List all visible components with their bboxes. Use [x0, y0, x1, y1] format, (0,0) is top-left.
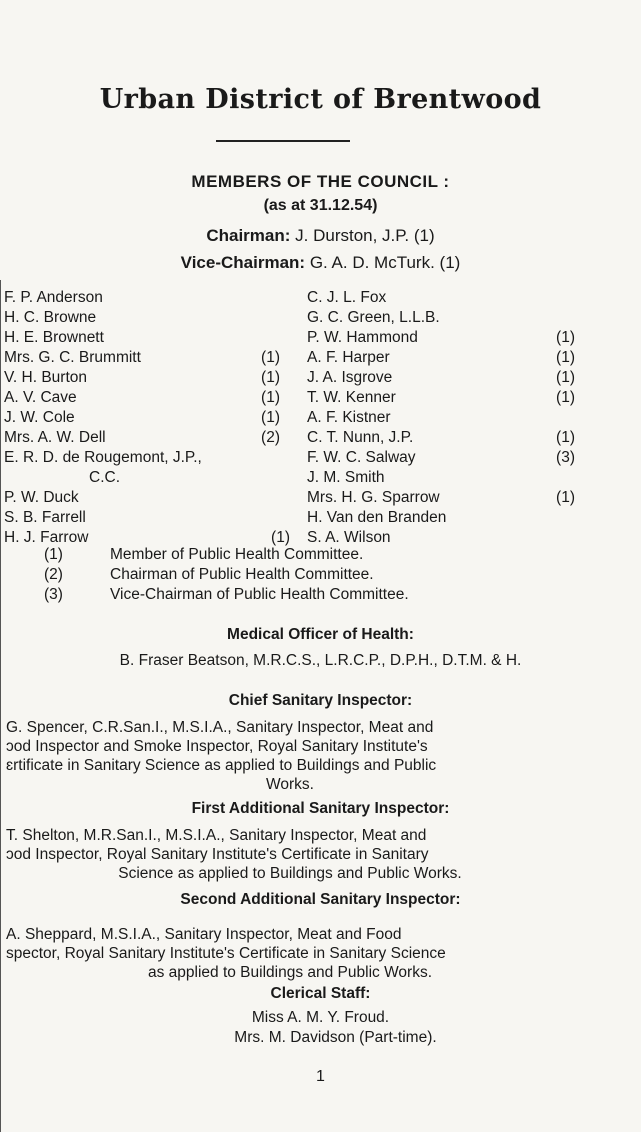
list-item: S. A. Wilson	[307, 529, 391, 546]
committee-mark: (1)	[556, 429, 575, 446]
members-heading: MEMBERS OF THE COUNCIL :	[191, 172, 450, 191]
committee-mark: (1)	[556, 489, 575, 506]
list-item: A. F. Harper	[307, 349, 390, 366]
committee-mark: (1)	[556, 349, 575, 366]
list-item: H. E. Brownett	[4, 329, 104, 346]
committee-mark	[240, 308, 280, 328]
text-line: T. Shelton, M.R.San.I., M.S.I.A., Sanitary Inspector, Meat and	[6, 827, 427, 844]
list-item: J. M. Smith	[307, 469, 385, 486]
page-title: Urban District of Brentwood	[99, 84, 542, 115]
committee-mark: (2)	[261, 429, 280, 446]
moh-text: B. Fraser Beatson, M.R.C.S., L.R.C.P., D.P.H., D.T.M. & H.	[119, 652, 522, 669]
footnote	[44, 545, 409, 565]
committee-mark	[240, 508, 280, 528]
committee-mark: (1)	[556, 389, 575, 406]
text-line: spector, Royal Sanitary Institute's Certificate in Sanitary Science	[6, 945, 446, 962]
page-edge-line	[0, 280, 1, 1132]
text-line: ɔod Inspector and Smoke Inspector, Royal Sanitary Institute's	[6, 738, 428, 755]
list-item: P. W. Hammond	[307, 329, 418, 346]
sasi-text	[6, 925, 574, 982]
list-item: C. J. L. Fox	[307, 289, 387, 306]
footnote-text: Chairman of Public Health Committee.	[110, 566, 374, 583]
committee-mark: (1)	[261, 369, 280, 386]
list-item: J. W. Cole	[4, 409, 75, 426]
list-item: Miss A. M. Y. Froud.	[251, 1009, 390, 1026]
fasi-heading: First Additional Sanitary Inspector:	[191, 800, 450, 817]
text-line: ɛrtificate in Sanitary Science as applied to Buildings and Public	[6, 757, 437, 774]
chairman-line	[0, 226, 641, 246]
title-rule	[216, 140, 350, 142]
committee-mark	[530, 308, 575, 328]
clerical-heading: Clerical Staff:	[270, 985, 371, 1002]
list-item: Mrs. A. W. Dell	[4, 429, 106, 446]
footnote	[44, 565, 409, 585]
page-number: 1	[316, 1068, 325, 1085]
footnote	[44, 585, 409, 605]
list-item: F. W. C. Salway	[307, 449, 416, 466]
list-item: E. R. D. de Rougemont, J.P.,	[4, 449, 202, 466]
list-item: H. C. Browne	[4, 309, 97, 326]
list-item: H. Van den Branden	[307, 509, 447, 526]
list-item: A. V. Cave	[4, 389, 77, 406]
committee-mark: (3)	[556, 449, 575, 466]
left-member-marks	[240, 288, 290, 548]
list-item: S. B. Farrell	[4, 509, 86, 526]
committee-mark: (1)	[261, 349, 280, 366]
left-member-list	[4, 288, 202, 548]
text-line: ɔod Inspector, Royal Sanitary Institute's Certificate in Sanitary	[6, 846, 429, 863]
vice-chairman-line	[0, 253, 641, 273]
vice-chairman-value: G. A. D. McTurk. (1)	[309, 253, 461, 272]
chairman-label: Chairman:	[206, 226, 291, 245]
footnote-mark: (1)	[44, 546, 63, 563]
csi-heading: Chief Sanitary Inspector:	[228, 692, 413, 709]
list-item: C.C.	[89, 469, 120, 486]
committee-mark	[240, 468, 280, 488]
chairman-value: J. Durston, J.P. (1)	[295, 226, 435, 245]
committee-mark	[240, 488, 280, 508]
as-at-date: (as at 31.12.54)	[263, 197, 378, 214]
text-line: A. Sheppard, M.S.I.A., Sanitary Inspector, Meat and Food	[6, 926, 402, 943]
committee-mark: (1)	[261, 389, 280, 406]
list-item: P. W. Duck	[4, 489, 79, 506]
footnotes	[44, 545, 409, 605]
vice-chairman-label: Vice-Chairman:	[180, 253, 306, 272]
committee-mark	[530, 528, 575, 548]
footnote-mark: (3)	[44, 586, 63, 603]
fasi-text	[6, 826, 574, 883]
footnote-text: Member of Public Health Committee.	[110, 546, 364, 563]
committee-mark	[530, 508, 575, 528]
committee-mark	[530, 468, 575, 488]
committee-mark: (1)	[556, 369, 575, 386]
sasi-heading: Second Additional Sanitary Inspector:	[180, 891, 461, 908]
committee-mark: (1)	[271, 529, 290, 546]
right-member-list	[307, 288, 446, 548]
text-line: Works.	[266, 776, 314, 793]
text-line: Science as applied to Buildings and Public Works.	[118, 865, 462, 882]
list-item: Mrs. M. Davidson (Part-time).	[234, 1029, 437, 1046]
list-item: A. F. Kistner	[307, 409, 391, 426]
committee-mark: (1)	[261, 409, 280, 426]
committee-mark	[530, 408, 575, 428]
list-item: H. J. Farrow	[4, 529, 89, 546]
list-item: T. W. Kenner	[307, 389, 396, 406]
list-item: Mrs. H. G. Sparrow	[307, 489, 440, 506]
footnote-mark: (2)	[44, 566, 63, 583]
list-item: V. H. Burton	[4, 369, 88, 386]
list-item: J. A. Isgrove	[307, 369, 393, 386]
clerical-list	[0, 1008, 641, 1048]
list-item: Mrs. G. C. Brummitt	[4, 349, 141, 366]
footnote-text: Vice-Chairman of Public Health Committee.	[110, 586, 409, 603]
list-item: G. C. Green, L.L.B.	[307, 309, 440, 326]
committee-mark: (1)	[556, 329, 575, 346]
moh-heading: Medical Officer of Health:	[227, 626, 414, 643]
list-item: F. P. Anderson	[4, 289, 103, 306]
text-line: as applied to Buildings and Public Works.	[147, 964, 433, 981]
csi-text	[6, 718, 574, 794]
committee-mark	[530, 288, 575, 308]
committee-mark	[240, 288, 280, 308]
committee-mark	[240, 328, 280, 348]
right-member-marks	[530, 288, 575, 548]
committee-mark	[240, 448, 280, 468]
text-line: G. Spencer, C.R.San.I., M.S.I.A., Sanitary Inspector, Meat and	[6, 719, 434, 736]
list-item: C. T. Nunn, J.P.	[307, 429, 414, 446]
